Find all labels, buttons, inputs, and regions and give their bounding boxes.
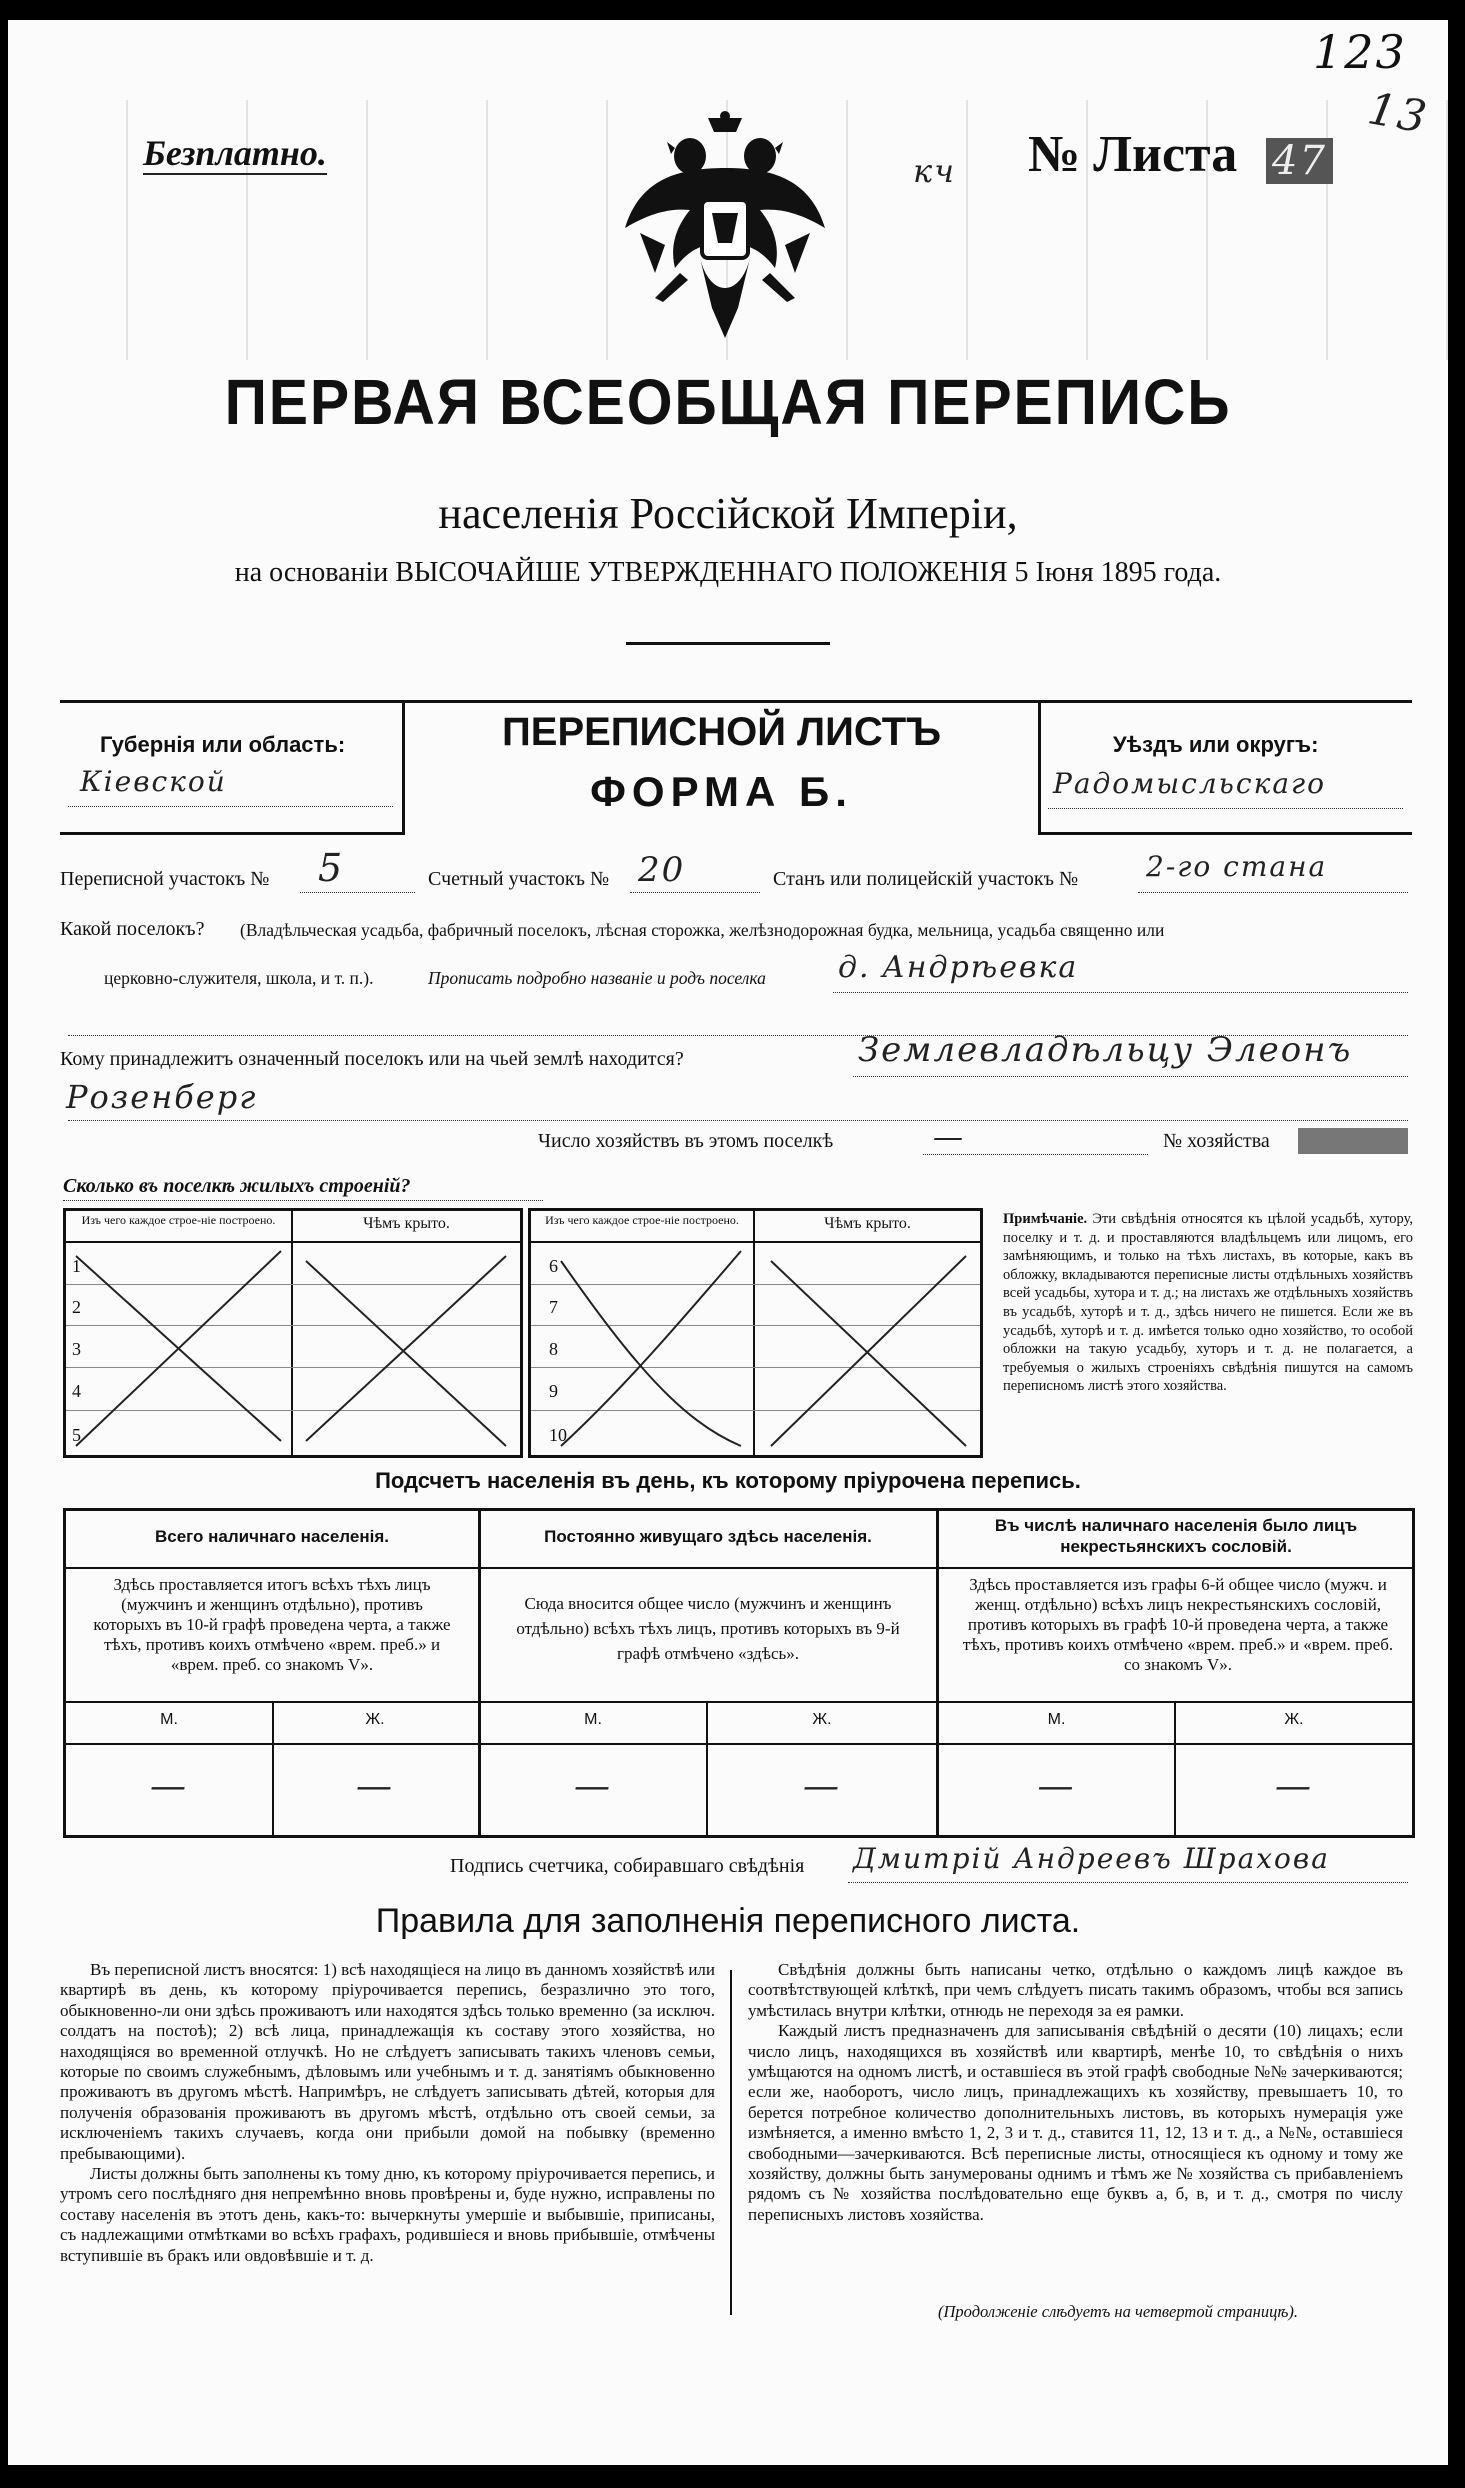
corner-mark: 13 (1364, 83, 1432, 144)
population-col-desc: Сюда вносится общее число (мужчинъ и женщинъ отдѣльно) всѣхъ тѣхъ лицъ, противъ которыхъ въ 9-й графѣ отмѣчено «здѣсь». (516, 1594, 900, 1663)
cross-out-mark (531, 1241, 980, 1455)
population-col-header: Всего наличнаго населенія. (155, 1527, 389, 1546)
kch-mark: кч (913, 152, 957, 190)
settlement-hint-2a: церковно-служителя, школа, и т. п.). (104, 968, 374, 988)
row-number: 1 (72, 1256, 81, 1276)
census-district-line (300, 892, 415, 893)
col-roof-header: Чѣмъ крыто. (824, 1215, 911, 1232)
population-col-header: Въ числѣ наличнаго населенія было лицъ некрестьянскихъ сословій. (994, 1516, 1358, 1556)
settlement-label: Какой поселокъ? (60, 918, 205, 940)
households-value: — (933, 1120, 965, 1155)
male-label: М. (584, 1711, 602, 1728)
settlement-value: д. Андрѣевка (838, 950, 1079, 985)
title-divider (626, 642, 830, 645)
male-value: — (150, 1766, 188, 1807)
cross-out-mark (66, 1241, 520, 1455)
free-label: Безплатно. (143, 133, 327, 173)
population-col-desc: Здѣсь проставляется изъ графы 6-й общее число (мужч. и женщ. отдѣльно) всѣхъ лицъ некрестьянскихъ сословій, противъ которыхъ въ графѣ 10-й проведена черта, а также тѣхъ, противъ коихъ отмѣчено «врем. преб.» и «врем. преб. со знакомъ V». (962, 1575, 1394, 1674)
female-label: Ж. (365, 1711, 385, 1728)
owner-label: Кому принадлежитъ означенный поселокъ или на чьей землѣ находится? (60, 1048, 684, 1070)
rules-column-divider (730, 1970, 732, 2315)
title-basis: на основаніи ВЫСОЧАЙШЕ УТВЕРЖДЕННАГО ПОЛОЖЕНІЯ 5 Іюня 1895 года. (234, 557, 1222, 588)
household-number-redaction (1298, 1128, 1408, 1154)
female-value: — (803, 1766, 841, 1807)
male-label: М. (1047, 1711, 1066, 1728)
page-number: 123 (1313, 25, 1407, 79)
count-district-line (630, 892, 760, 893)
note (1003, 1210, 1413, 1396)
buildings-table-right (528, 1208, 983, 1458)
form-title: ФОРМА Б. (590, 768, 853, 815)
row-number: 2 (72, 1297, 81, 1317)
population-title: Подсчетъ населенія въ день, къ которому пріурочена перепись. (375, 1468, 1081, 1493)
note-text: Эти свѣдѣнія относятся къ цѣлой усадьбѣ, хутору, поселку и т. д. и проставляются владѣльцемъ или лицомъ, его замѣняющимъ, и только на тѣхъ листахъ, въ которые, какъ въ обложку, вкладываются переписные листы отдѣльныхъ хозяйствъ всей усадьбы, хутора и т. д.; на листахъ же отдѣльныхъ хозяйствъ въ усадьбѣ, хуторѣ и т. д., здѣсь ничего не пишется. Если же въ усадьбѣ, хуторѣ и т. д. имѣется только одно хозяйство, то особой обложки на такую усадьбу, хуторъ и т. д. не полагается, а требуемыя о жилыхъ строеніяхъ свѣдѣнія пишутся на самомъ переписномъ листѣ этого хозяйства. (1003, 1211, 1413, 1395)
rules-right-column (748, 1960, 1403, 2225)
row-number: 8 (549, 1339, 558, 1359)
district-line (1048, 808, 1403, 809)
police-district-label: Станъ или полицейскій участокъ № (773, 868, 1079, 890)
row-number: 6 (549, 1256, 558, 1276)
rules-paragraph: Въ переписной листъ вносятся: 1) всѣ находящіеся на лицо въ данномъ хозяйствѣ или квартирѣ въ день, къ которому пріурочивается перепись, безразлично это того, обыкновенно-ли они здѣсь проживаютъ или находятся здѣсь только временно (за исключ. солдатъ на постоѣ); 2) всѣ лица, принадлежащія къ составу этого хозяйства, но находящіяся во временной отлучкѣ. Но не слѣдуетъ записывать такихъ членовъ семьи, которые по своимъ служебнымъ, дѣловымъ или учебнымъ и т. д. занятіямъ обыкновенно проживаютъ въ другомъ мѣстѣ. Напримѣръ, не слѣдуетъ записывать дѣтей, которыя для полученія образованія проживаютъ въ другомъ мѣстѣ, отдѣльно отъ своей семьи, за исключеніемъ такихъ случаевъ, когда они прибыли домой на побывку (временно пребывающими). (60, 1960, 715, 2163)
row-number: 7 (549, 1297, 558, 1317)
count-district-value: 20 (638, 850, 686, 890)
form-box-bottom-left (60, 832, 405, 835)
settlement-hint-1: (Владѣльческая усадьба, фабричный поселокъ, лѣсная сторожка, желѣзнодорожная будка, мельница, усадьба священно или (240, 920, 1165, 940)
rules-paragraph: Свѣдѣнія должны быть написаны четко, отдѣльно о каждомъ лицѣ каждое въ соотвѣтствующей клѣткѣ, при чемъ слѣдуетъ писать такимъ образомъ, чтобы вся запись умѣстилась внутри клѣтки, отнюдь не переходя за ея рамки. (748, 1960, 1403, 2020)
signature-label: Подпись счетчика, собиравшаго свѣдѣнія (450, 1855, 805, 1877)
sheet-number-label: № Листа (1028, 126, 1238, 183)
rules-paragraph: Листы должны быть заполнены къ тому дню, къ которому пріурочивается перепись, и утромъ сего послѣдняго дня непремѣнно вновь провѣрены и, буде нужно, исправлены по составу населенія въ этотъ день, какъ-то: вычеркнуты умершіе и выбывшіе, приписаны, съ надлежащими отмѣтками во всѣхъ графахъ, родившіеся и вновь прибывшіе, отмѣчены вступившіе въ бракъ или овдовѣвшіе и т. д. (60, 2164, 715, 2265)
male-value: — (574, 1766, 612, 1807)
census-district-label: Переписной участокъ № (60, 868, 270, 890)
sheet-number-value: 47 (1266, 138, 1333, 184)
population-col-desc: Здѣсь проставляется итогъ всѣхъ тѣхъ лицъ (мужчинъ и женщинъ отдѣльно), противъ которыхъ въ 10-й графѣ проведена черта, а также тѣхъ, противъ коихъ отмѣчено «врем. преб.» и «врем. преб. со знакомъ V». (93, 1575, 451, 1674)
row-number: 4 (72, 1381, 81, 1401)
owner-line-1 (853, 1076, 1408, 1077)
population-table (63, 1508, 1415, 1838)
row-number: 10 (549, 1425, 567, 1445)
owner-line-2 (68, 1120, 1408, 1121)
rules-title: Правила для заполненія переписного листа. (375, 1902, 1081, 1940)
owner-value-1: Землевладѣльцу Элеонъ (858, 1030, 1353, 1070)
buildings-line (63, 1200, 543, 1201)
form-box-bottom-right (1038, 832, 1412, 835)
col-roof-header: Чѣмъ крыто. (363, 1215, 450, 1232)
buildings-table-left (63, 1208, 523, 1458)
settlement-line (833, 992, 1408, 993)
province-value: Кіевской (80, 765, 227, 798)
rules-left-column (60, 1960, 715, 2266)
female-value: — (1275, 1766, 1313, 1807)
col-material-header: Изъ чего каждое строе-ніе построено. (81, 1213, 276, 1227)
form-box-top (60, 700, 1412, 703)
count-district-label: Счетный участокъ № (428, 868, 610, 890)
male-label: М. (160, 1711, 178, 1728)
province-line (68, 806, 393, 807)
row-number: 9 (549, 1381, 558, 1401)
police-district-value: 2-го стана (1146, 850, 1328, 883)
note-title: Примѣчаніе. (1003, 1211, 1088, 1227)
police-district-line (1138, 892, 1408, 893)
census-sheet (8, 20, 1448, 2465)
sheet-title: ПЕРЕПИСНОЙ ЛИСТЪ (502, 710, 941, 754)
male-value: — (1037, 1766, 1076, 1807)
households-label: Число хозяйствъ въ этомъ поселкѣ (538, 1130, 834, 1152)
province-label: Губернія или область: (100, 732, 346, 757)
form-box-divider-right (1038, 700, 1041, 835)
household-number-label: № хозяйства (1163, 1130, 1270, 1152)
col-material-header: Изъ чего каждое строе-ніе построено. (545, 1213, 739, 1227)
female-label: Ж. (812, 1711, 832, 1728)
population-col-header: Постоянно живущаго здѣсь населенія. (544, 1527, 872, 1546)
female-label: Ж. (1284, 1711, 1304, 1728)
continued-note: (Продолженіе слѣдуетъ на четвертой страницѣ). (938, 2302, 1298, 2321)
coat-of-arms-icon (620, 108, 830, 348)
signature-value: Дмитрій Андреевъ Шрахова (853, 1842, 1330, 1875)
census-district-value: 5 (318, 846, 345, 890)
row-number: 3 (72, 1339, 81, 1359)
owner-value-2: Розенберг (66, 1078, 258, 1116)
title-sub: населенія Россійской Имперіи, (438, 489, 1018, 538)
buildings-label: Сколько въ поселкѣ жилыхъ строеній? (63, 1175, 411, 1197)
title-main: ПЕРВАЯ ВСЕОБЩАЯ ПЕРЕПИСЬ (224, 366, 1232, 438)
row-number: 5 (72, 1425, 81, 1445)
households-line (923, 1154, 1148, 1155)
female-value: — (356, 1766, 394, 1807)
signature-line (848, 1882, 1408, 1883)
settlement-hint-2b: Прописать подробно названіе и родъ поселка (428, 968, 766, 988)
district-label: Уѣздъ или округъ: (1113, 732, 1319, 757)
rules-paragraph: Каждый листъ предназначенъ для записыванія свѣдѣній о десяти (10) лицахъ; если число лицъ, находящихся въ хозяйствѣ или квартирѣ, менѣе 10, то свѣдѣнія о нихъ умѣщаются на одномъ листѣ, и оставшіеся въ этой графѣ свободные №№ зачеркиваются; если же, наоборотъ, число лицъ, принадлежащихъ къ хозяйству, превышаетъ 10, то берется потребное количество дополнительныхъ листовъ, въ которыхъ нумерація уже измѣняется, а именно вмѣсто 1, 2, 3 и т. д., ставится 11, 12, 13 и т. д., а №№, оставшіеся свободными—зачеркиваются. Всѣ переписные листы, относящіеся къ одному и тому же хозяйству, должны быть занумерованы однимъ и тѣмъ же № хозяйства съ прибавленіемъ рядомъ съ № хозяйства послѣдовательно еще буквъ а, б, в, и т. д., смотря по числу переписныхъ листовъ хозяйства. (748, 2021, 1403, 2224)
district-value: Радомысльскаго (1053, 767, 1327, 800)
